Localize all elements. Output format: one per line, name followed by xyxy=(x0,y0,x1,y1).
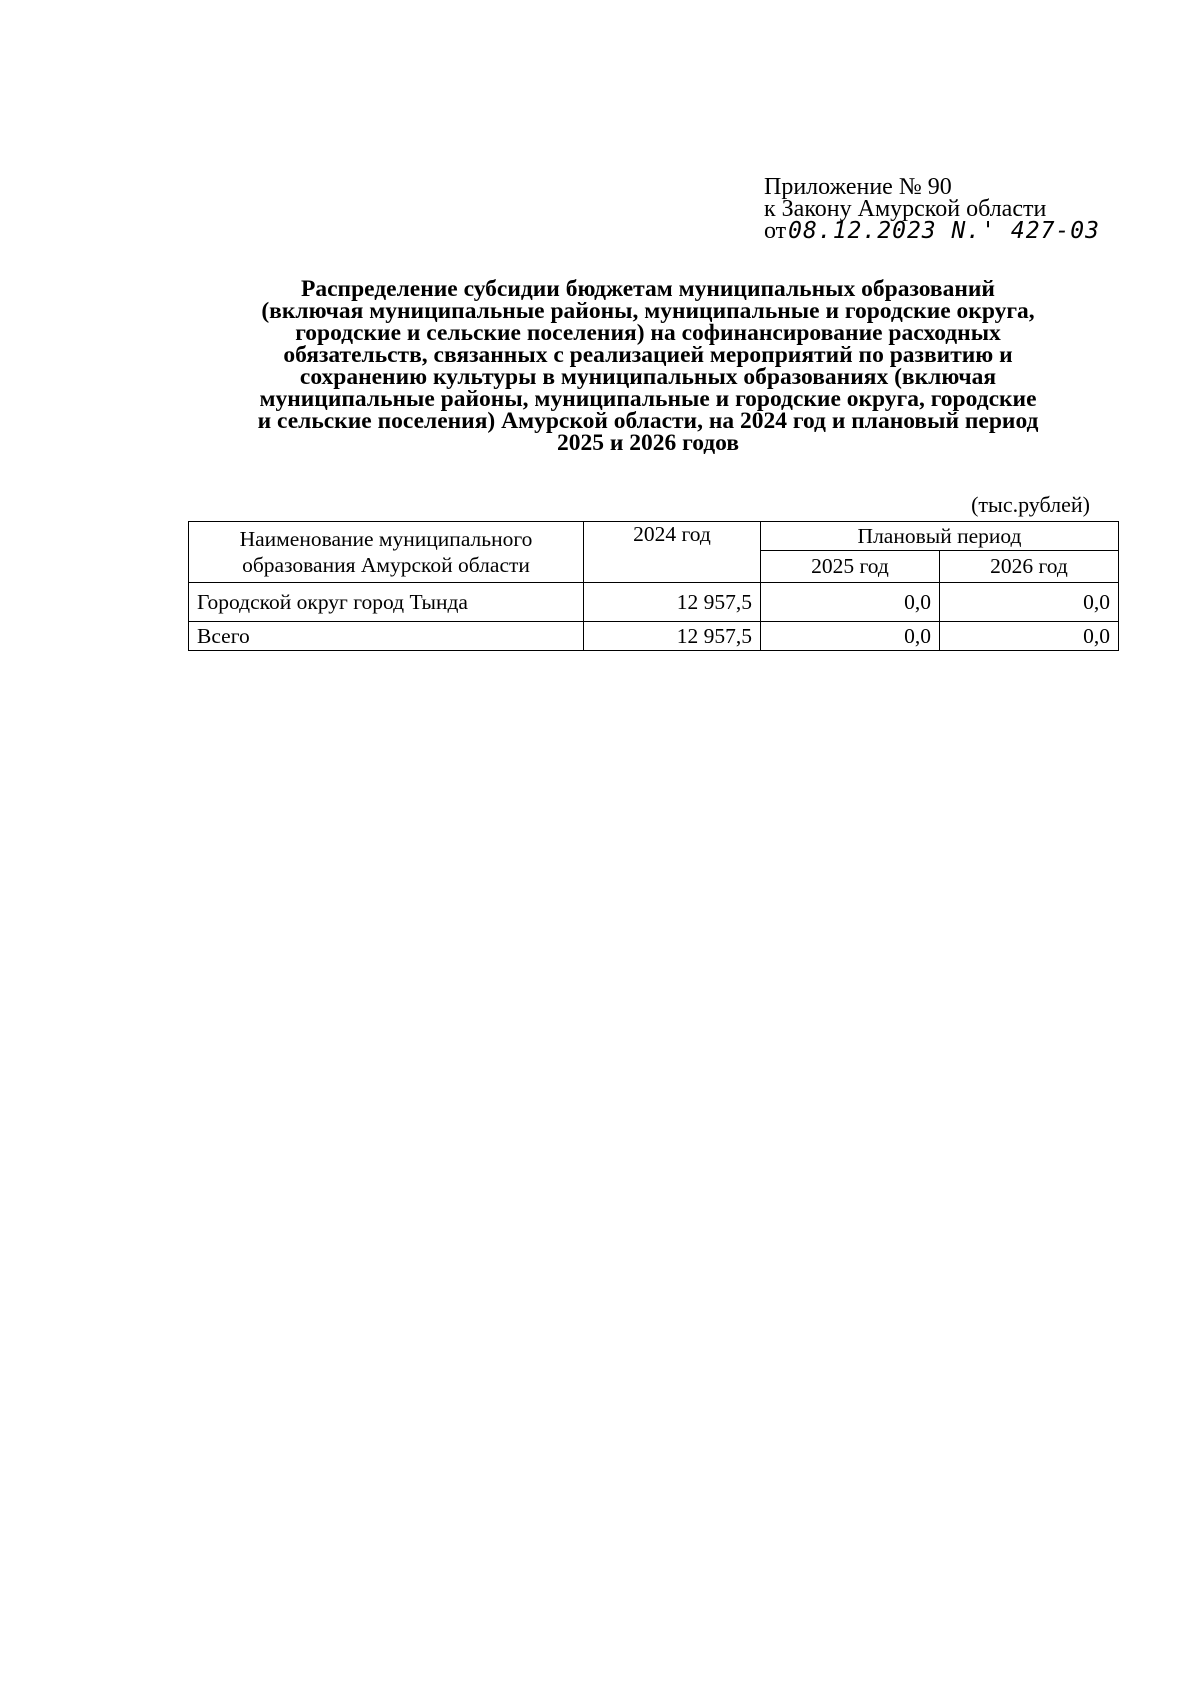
appendix-header xyxy=(764,176,1100,242)
header-2024: 2024 год xyxy=(584,522,761,583)
title-line: и сельские поселения) Амурской области, на 2024 год и плановый период xyxy=(257,408,1039,434)
total-value-2026: 0,0 xyxy=(940,622,1119,651)
title-line: городские и сельские поселения) на софинансирование расходных xyxy=(295,320,1001,346)
title-line: Распределение субсидии бюджетам муниципальных образований xyxy=(301,276,995,302)
row-value-2024: 12 957,5 xyxy=(584,583,761,622)
title-line: 2025 и 2026 годов xyxy=(556,430,740,456)
header-municipality xyxy=(189,522,584,583)
header-2026: 2026 год xyxy=(940,551,1119,583)
title-line: обязательств, связанных с реализацией мероприятий по развитию и xyxy=(283,342,1013,368)
header-2025: 2025 год xyxy=(761,551,940,583)
header-planned-period: Плановый период xyxy=(761,522,1119,551)
total-value-2025: 0,0 xyxy=(761,622,940,651)
total-label: Всего xyxy=(189,622,584,651)
appendix-number: Приложение № 90 xyxy=(764,174,952,200)
header-municipality-line: образования Амурской области xyxy=(242,553,530,577)
table-total-row xyxy=(189,622,1119,651)
table-row xyxy=(189,583,1119,622)
units-note: (тыс.рублей) xyxy=(971,492,1090,517)
total-value-2024: 12 957,5 xyxy=(584,622,761,651)
handwritten-date-number: 08.12.2023 N.' 427-03 xyxy=(788,218,1100,244)
row-value-2025: 0,0 xyxy=(761,583,940,622)
subsidy-table xyxy=(188,521,1119,651)
row-value-2026: 0,0 xyxy=(940,583,1119,622)
document-title xyxy=(178,278,1118,454)
table-header-row xyxy=(189,522,1119,551)
title-line: муниципальные районы, муниципальные и городские округа, городские xyxy=(259,386,1037,412)
row-municipality: Городской округ город Тында xyxy=(189,583,584,622)
title-line: (включая муниципальные районы, муниципальные и городские округа, xyxy=(261,298,1035,324)
law-date-line xyxy=(764,220,1100,242)
date-prefix: от xyxy=(764,218,787,244)
header-municipality-line: Наименование муниципального xyxy=(239,527,533,551)
title-line: сохранению культуры в муниципальных образованиях (включая xyxy=(299,364,997,390)
law-reference: к Закону Амурской области xyxy=(764,196,1047,222)
